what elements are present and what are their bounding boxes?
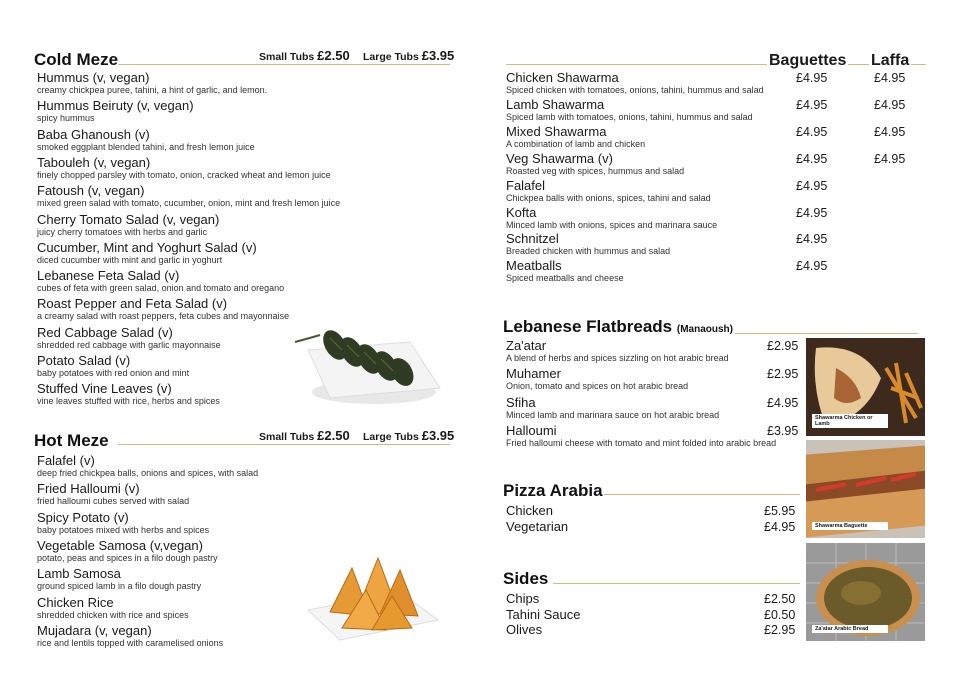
menu-item-desc: baby potatoes with red onion and mint bbox=[37, 368, 190, 378]
menu-item-name: Mixed Shawarma bbox=[506, 123, 607, 139]
menu-item bbox=[37, 539, 218, 564]
menu-item-desc: shredded chicken with rice and spices bbox=[37, 609, 189, 620]
menu-item-desc: Spiced chicken with tomatoes, onions, tahini, hummus and salad bbox=[506, 85, 764, 95]
laffa-price: £4.95 bbox=[874, 124, 906, 139]
menu-item-desc: spicy hummus bbox=[37, 113, 95, 124]
small-tubs-label: Small Tubs bbox=[259, 51, 315, 63]
cold-meze-title: Cold Meze bbox=[34, 50, 119, 69]
menu-item-name: Za'atar bbox=[506, 338, 547, 353]
menu-item bbox=[506, 71, 764, 96]
pizza-rule bbox=[604, 494, 800, 495]
menu-item-name: Chicken Rice bbox=[37, 594, 114, 610]
menu-item-desc: shredded red cabbage with garlic mayonnaise bbox=[37, 339, 221, 350]
menu-item-desc: A combination of lamb and chicken bbox=[506, 138, 646, 149]
flatbreads-title-text: Lebanese Flatbreads bbox=[503, 317, 673, 336]
laffa-price: £4.95 bbox=[874, 71, 906, 85]
menu-item-name: Baba Ghanoush (v) bbox=[37, 126, 150, 142]
menu-item bbox=[37, 213, 219, 238]
menu-item bbox=[37, 241, 257, 266]
menu-item-name: Chicken Shawarma bbox=[506, 70, 619, 85]
samosa-image bbox=[300, 540, 445, 645]
menu-item bbox=[37, 326, 221, 351]
menu-item bbox=[37, 184, 340, 209]
shawarma-photo bbox=[806, 338, 925, 436]
menu-item-name: Tahini Sauce bbox=[506, 606, 581, 622]
menu-item-desc: Minced lamb with onions, spices and marinara sauce bbox=[506, 219, 718, 230]
menu-item bbox=[37, 354, 189, 379]
menu-item-name: Veg Shawarma (v) bbox=[506, 150, 613, 166]
menu-item bbox=[37, 156, 331, 181]
menu-item bbox=[37, 596, 189, 621]
menu-item-desc: Chickpea balls with onions, spices, tahini and salad bbox=[506, 192, 711, 203]
menu-item-name: Lamb Shawarma bbox=[506, 96, 605, 112]
menu-item bbox=[506, 367, 688, 392]
baguette-price: £4.95 bbox=[796, 259, 828, 274]
menu-item-name: Roast Pepper and Feta Salad (v) bbox=[37, 296, 228, 312]
menu-item-name: Cucumber, Mint and Yoghurt Salad (v) bbox=[37, 239, 257, 255]
menu-item-desc: smoked eggplant blended tahini, and fresh lemon juice bbox=[37, 141, 255, 152]
large-tubs-price: £3.95 bbox=[421, 428, 455, 443]
menu-item bbox=[506, 206, 717, 231]
hot-meze-title: Hot Meze bbox=[34, 431, 109, 450]
menu-item bbox=[506, 259, 624, 284]
menu-item-desc: fried halloumi cubes served with salad bbox=[37, 496, 190, 507]
menu-item-price: £2.95 bbox=[767, 367, 799, 382]
menu-item-name: Muhamer bbox=[506, 366, 561, 382]
shawarma-photo-caption: Shawarma Chicken or Lamb bbox=[812, 414, 888, 428]
zaatar-photo-caption: Za'atar Arabic Bread bbox=[812, 625, 888, 633]
cold-meze-small-tubs bbox=[256, 48, 353, 63]
menu-item-price: £5.95 bbox=[764, 504, 796, 518]
wraps-rule bbox=[506, 64, 926, 65]
menu-item-desc: cubes of feta with green salad, onion and tomato and oregano bbox=[37, 283, 285, 294]
large-tubs-price: £3.95 bbox=[421, 48, 455, 63]
menu-item bbox=[506, 396, 719, 421]
menu-item-desc: creamy chickpea puree, tahini, a hint of garlic, and lemon. bbox=[37, 85, 268, 95]
menu-item bbox=[506, 424, 776, 449]
menu-item-name: Sfiha bbox=[506, 394, 536, 410]
cold-meze-large-tubs bbox=[360, 48, 457, 63]
cold-meze-rule bbox=[118, 64, 450, 65]
menu-item bbox=[506, 152, 684, 177]
baguette-price: £4.95 bbox=[796, 178, 828, 193]
sides-title: Sides bbox=[503, 569, 549, 588]
menu-item-desc: baby potatoes mixed with herbs and spices bbox=[37, 524, 210, 535]
menu-item-desc: ground spiced lamb in a filo dough pastry bbox=[37, 581, 202, 592]
menu-item-name: Fatoush (v, vegan) bbox=[37, 183, 145, 199]
hot-meze-rule bbox=[118, 444, 450, 445]
menu-item-desc: juicy cherry tomatoes with herbs and garlic bbox=[37, 226, 208, 237]
menu-item-name: Hummus (v, vegan) bbox=[37, 70, 150, 85]
flatbreads-title bbox=[503, 317, 733, 337]
menu-item bbox=[37, 71, 267, 96]
baguette-price: £4.95 bbox=[796, 124, 828, 139]
menu-item-desc: A blend of herbs and spices sizzling on hot arabic bread bbox=[506, 353, 729, 363]
menu-item-name: Hummus Beiruty (v, vegan) bbox=[37, 98, 194, 114]
menu-item-name: Stuffed Vine Leaves (v) bbox=[37, 381, 172, 397]
large-tubs-label: Large Tubs bbox=[363, 431, 419, 443]
large-tubs-label: Large Tubs bbox=[363, 51, 419, 63]
menu-item-price: £3.95 bbox=[767, 423, 799, 438]
menu-item-name: Vegetable Samosa (v,vegan) bbox=[37, 537, 203, 553]
menu-item-name: Chips bbox=[506, 591, 540, 606]
menu-item-desc: potato, peas and spices in a filo dough pastry bbox=[37, 552, 218, 563]
menu-item bbox=[506, 339, 729, 364]
menu-item-name: Halloumi bbox=[506, 422, 557, 438]
baguette-price: £4.95 bbox=[796, 232, 828, 247]
menu-item bbox=[37, 382, 220, 407]
menu-item-name: Vegetarian bbox=[506, 519, 569, 534]
menu-item-name: Spicy Potato (v) bbox=[37, 509, 129, 525]
menu-item-desc: Spiced lamb with tomatoes, onions, tahini, hummus and salad bbox=[506, 111, 753, 122]
laffa-header: Laffa bbox=[871, 52, 910, 69]
menu-item-name: Red Cabbage Salad (v) bbox=[37, 324, 173, 340]
menu-item-price: £0.50 bbox=[764, 607, 796, 622]
menu-item-price: £2.50 bbox=[764, 592, 796, 606]
menu-item bbox=[37, 128, 255, 153]
menu-item-desc: Spiced meatballs and cheese bbox=[506, 273, 624, 284]
menu-item-name: Kofta bbox=[506, 204, 537, 220]
menu-item bbox=[37, 482, 189, 507]
menu-item-name: Cherry Tomato Salad (v, vegan) bbox=[37, 211, 220, 227]
menu-item bbox=[506, 125, 645, 150]
menu-item-desc: finely chopped parsley with tomato, onion, cracked wheat and lemon juice bbox=[37, 169, 331, 180]
menu-item-desc: rice and lentils topped with caramelised onions bbox=[37, 637, 224, 648]
menu-item-name: Tabouleh (v, vegan) bbox=[37, 154, 151, 170]
menu-item-price: £2.95 bbox=[767, 339, 799, 353]
menu-item-desc: deep fried chickpea balls, onions and spices, with salad bbox=[37, 468, 259, 478]
vine-leaves-image bbox=[290, 300, 450, 410]
baguette-price: £4.95 bbox=[796, 205, 828, 220]
menu-item-desc: Minced lamb and marinara sauce on hot arabic bread bbox=[506, 409, 720, 420]
hot-meze-large-tubs bbox=[360, 428, 457, 443]
menu-item-name: Mujadara (v, vegan) bbox=[37, 622, 152, 638]
menu-item-desc: Roasted veg with spices, hummus and salad bbox=[506, 165, 685, 176]
hot-meze-small-tubs bbox=[256, 428, 353, 443]
menu-item-desc: Fried halloumi cheese with tomato and mint folded into arabic bread bbox=[506, 437, 777, 448]
sides-rule bbox=[553, 583, 800, 584]
small-tubs-price: £2.50 bbox=[317, 428, 350, 443]
menu-item bbox=[37, 624, 223, 649]
menu-item bbox=[37, 297, 289, 322]
menu-item-name: Fried Halloumi (v) bbox=[37, 481, 140, 497]
baguette-photo-caption: Shawarma Baguette bbox=[812, 522, 888, 530]
menu-item bbox=[37, 567, 201, 592]
laffa-price: £4.95 bbox=[874, 151, 906, 166]
menu-item-desc: Onion, tomato and spices on hot arabic bread bbox=[506, 381, 689, 392]
menu-item-price: £2.95 bbox=[764, 623, 796, 637]
menu-item-desc: mixed green salad with tomato, cucumber, onion, mint and fresh lemon juice bbox=[37, 198, 341, 209]
menu-item-desc: vine leaves stuffed with rice, herbs and spices bbox=[37, 396, 220, 407]
menu-item-name: Potato Salad (v) bbox=[37, 353, 131, 368]
menu-item-name: Meatballs bbox=[506, 258, 562, 274]
menu-item bbox=[506, 232, 670, 257]
baguettes-header: Baguettes bbox=[769, 52, 847, 69]
menu-item-name: Lamb Samosa bbox=[37, 566, 121, 582]
zaatar-photo bbox=[806, 543, 925, 641]
menu-item bbox=[37, 511, 209, 536]
menu-item-name: Lebanese Feta Salad (v) bbox=[37, 268, 180, 284]
flatbreads-rule bbox=[735, 333, 918, 334]
menu-item bbox=[506, 179, 711, 204]
menu-item-price: £4.95 bbox=[767, 395, 799, 410]
menu-item-desc: diced cucumber with mint and garlic in yoghurt bbox=[37, 254, 223, 265]
baguette-price: £4.95 bbox=[796, 71, 828, 85]
menu-item bbox=[506, 98, 753, 123]
menu-item-price: £4.95 bbox=[764, 520, 796, 534]
baguette-photo bbox=[806, 440, 925, 538]
menu-item-desc: a creamy salad with roast peppers, feta cubes and mayonnaise bbox=[37, 311, 290, 322]
menu-item bbox=[37, 269, 284, 294]
menu-item-desc: Breaded chicken with hummus and salad bbox=[506, 246, 671, 257]
baguette-price: £4.95 bbox=[796, 151, 828, 166]
menu-item bbox=[37, 99, 194, 124]
menu-item-name: Falafel bbox=[506, 177, 546, 193]
flatbreads-subtitle: (Manaoush) bbox=[676, 324, 733, 335]
pizza-title: Pizza Arabia bbox=[503, 481, 603, 500]
baguette-price: £4.95 bbox=[796, 97, 828, 112]
menu-item-name: Schnitzel bbox=[506, 231, 559, 247]
laffa-price: £4.95 bbox=[874, 97, 906, 112]
menu-item-name: Olives bbox=[506, 622, 543, 637]
menu-item-name: Chicken bbox=[506, 503, 553, 518]
small-tubs-label: Small Tubs bbox=[259, 431, 315, 443]
menu-item bbox=[37, 454, 258, 479]
small-tubs-price: £2.50 bbox=[317, 48, 350, 63]
menu-item-name: Falafel (v) bbox=[37, 453, 95, 468]
